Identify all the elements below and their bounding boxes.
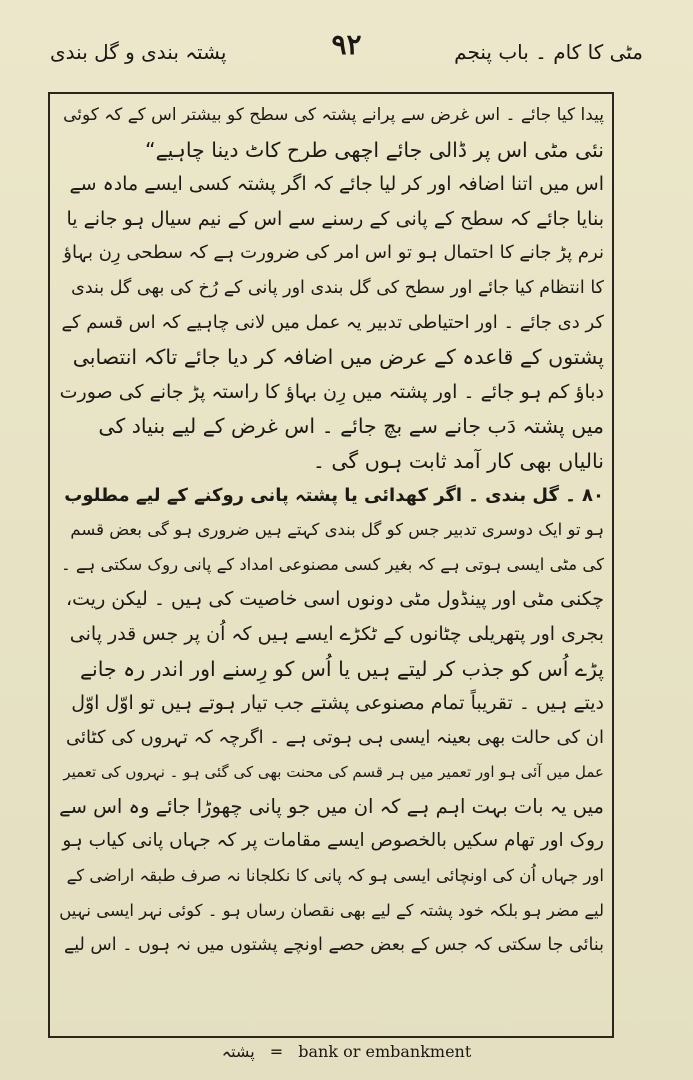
text-line-9: دباؤ کم ہو جائے ۔ اور پشتہ میں رِن بہاؤ کا راستہ پڑ جانے کی صورت (59, 380, 604, 403)
text-frame (48, 92, 614, 1038)
page-number: ۹۲ (331, 28, 362, 61)
footnote-meaning: bank or embankment (298, 1042, 472, 1061)
text-line-19: ان کی حالت بھی بعینہ ایسی ہی ہوتی ہے ۔ اگرچہ کہ تہروں کی کٹائی (66, 726, 604, 748)
footnote-term: پشتہ (221, 1042, 255, 1061)
footnote-equals: = (269, 1042, 284, 1061)
page-header (50, 28, 643, 78)
section-title: پشتہ بندی و گل بندی (50, 40, 227, 64)
text-line-2: نئی مٹی اس پر ڈالی جائے اچھی طرح کاٹ دینا چاہیے“ (144, 137, 604, 162)
text-line-22: روک اور تھام سکیں بالخصوص ایسے مقامات پر کہ جہاں پانی کیاب ہو (62, 830, 604, 852)
chapter-title: مٹی کا کام ۔ باب پنجم (454, 40, 643, 64)
text-line-20: عمل میں آئی ہو اور تعمیر میں ہر قسم کی محنت بھی کی گئی ہو ۔ نہروں کی تعمیر (63, 763, 604, 782)
section-heading-80: ۸۰ ۔ گل بندی ۔ اگر کھدائی یا پشتہ پانی روکنے کے لیے مطلوب (64, 484, 604, 506)
text-line-3: اس میں اتنا اضافہ اور کر لیا جائے کہ اگر پشتہ کسی ایسے مادہ سے (69, 173, 604, 196)
body-text (58, 98, 604, 1032)
text-line-11: نالیاں بھی کار آمد ثابت ہوں گی ۔ (312, 448, 604, 473)
text-line-21: میں یہ بات بہت اہم ہے کہ ان میں جو پانی چھوڑا جائے وہ اس سے (59, 794, 604, 818)
text-line-10: میں پشتہ دَب جانے سے بچ جائے ۔ اس غرض کے لیے بنیاد کی (98, 414, 604, 439)
text-line-5: نرم پڑ جانے کا احتمال ہو تو اس امر کی ضرورت ہے کہ سطحی رِن بہاؤ (63, 242, 604, 264)
text-line-6: کا انتظام کیا جائے اور سطح کی گل بندی اور پانی کے رُخ کی بھی گل بندی (71, 277, 604, 298)
text-line-24: لیے مضر ہو بلکہ خود پشتہ کے لیے بھی نقصان رساں ہو ۔ کوئی نہر ایسی نہیں (59, 900, 604, 920)
text-line-14: کی مٹی ایسی ہوتی ہے کہ بغیر کسی مصنوعی امداد کے پانی روک سکتی ہے ۔ (61, 554, 604, 574)
text-line-23: اور جہاں اُن کی اونچائی ایسی ہو کہ پانی کا نکلجانا نہ صرف طبقہ اراضی کے (66, 866, 604, 886)
footnote (0, 1042, 693, 1072)
text-line-7: کر دی جائے ۔ اور احتیاطی تدبیر یہ عمل میں لانی چاہیے کہ اس قسم کے (61, 311, 604, 333)
text-line-18: دیتے ہیں ۔ تقریباً تمام مصنوعی پشتے جب تیار ہوتے ہیں تو اوّل اوّل (71, 692, 604, 715)
text-line-8: پشتوں کے قاعدہ کے عرض میں اضافہ کر دیا جائے تاکہ انتصابی (72, 345, 604, 370)
text-line-13: ہو تو ایک دوسری تدبیر جس کو گل بندی کہتے ہیں ضروری ہو گی بعض قسم (70, 520, 604, 540)
text-line-4: بنایا جائے کہ سطح کے پانی کے رسنے سے اس کے نیم سیال ہو جانے یا (66, 207, 604, 230)
text-line-1: پیدا کیا جائے ۔ اس غرض سے پرانے پشتہ کی سطح کو بیشتر اس کے کہ کوئی (63, 105, 604, 125)
text-line-16: بجری اور پتھریلی چٹانوں کے ٹکڑے ایسے ہیں کہ اُن پر جس قدر پانی (69, 622, 604, 645)
text-line-15: چکنی مٹی اور پینڈول مٹی دونوں اسی خاصیت کی ہیں ۔ لیکن ریت، (66, 588, 604, 611)
text-line-25: بنائی جا سکتی کہ جس کے بعض حصے اونچے پشتوں میں نہ ہوں ۔ اس لیے (63, 935, 604, 956)
text-line-17: پڑے اُس کو جذب کر لیتے ہیں یا اُس کو رِسنے اور اندر رہ جانے (80, 656, 604, 681)
